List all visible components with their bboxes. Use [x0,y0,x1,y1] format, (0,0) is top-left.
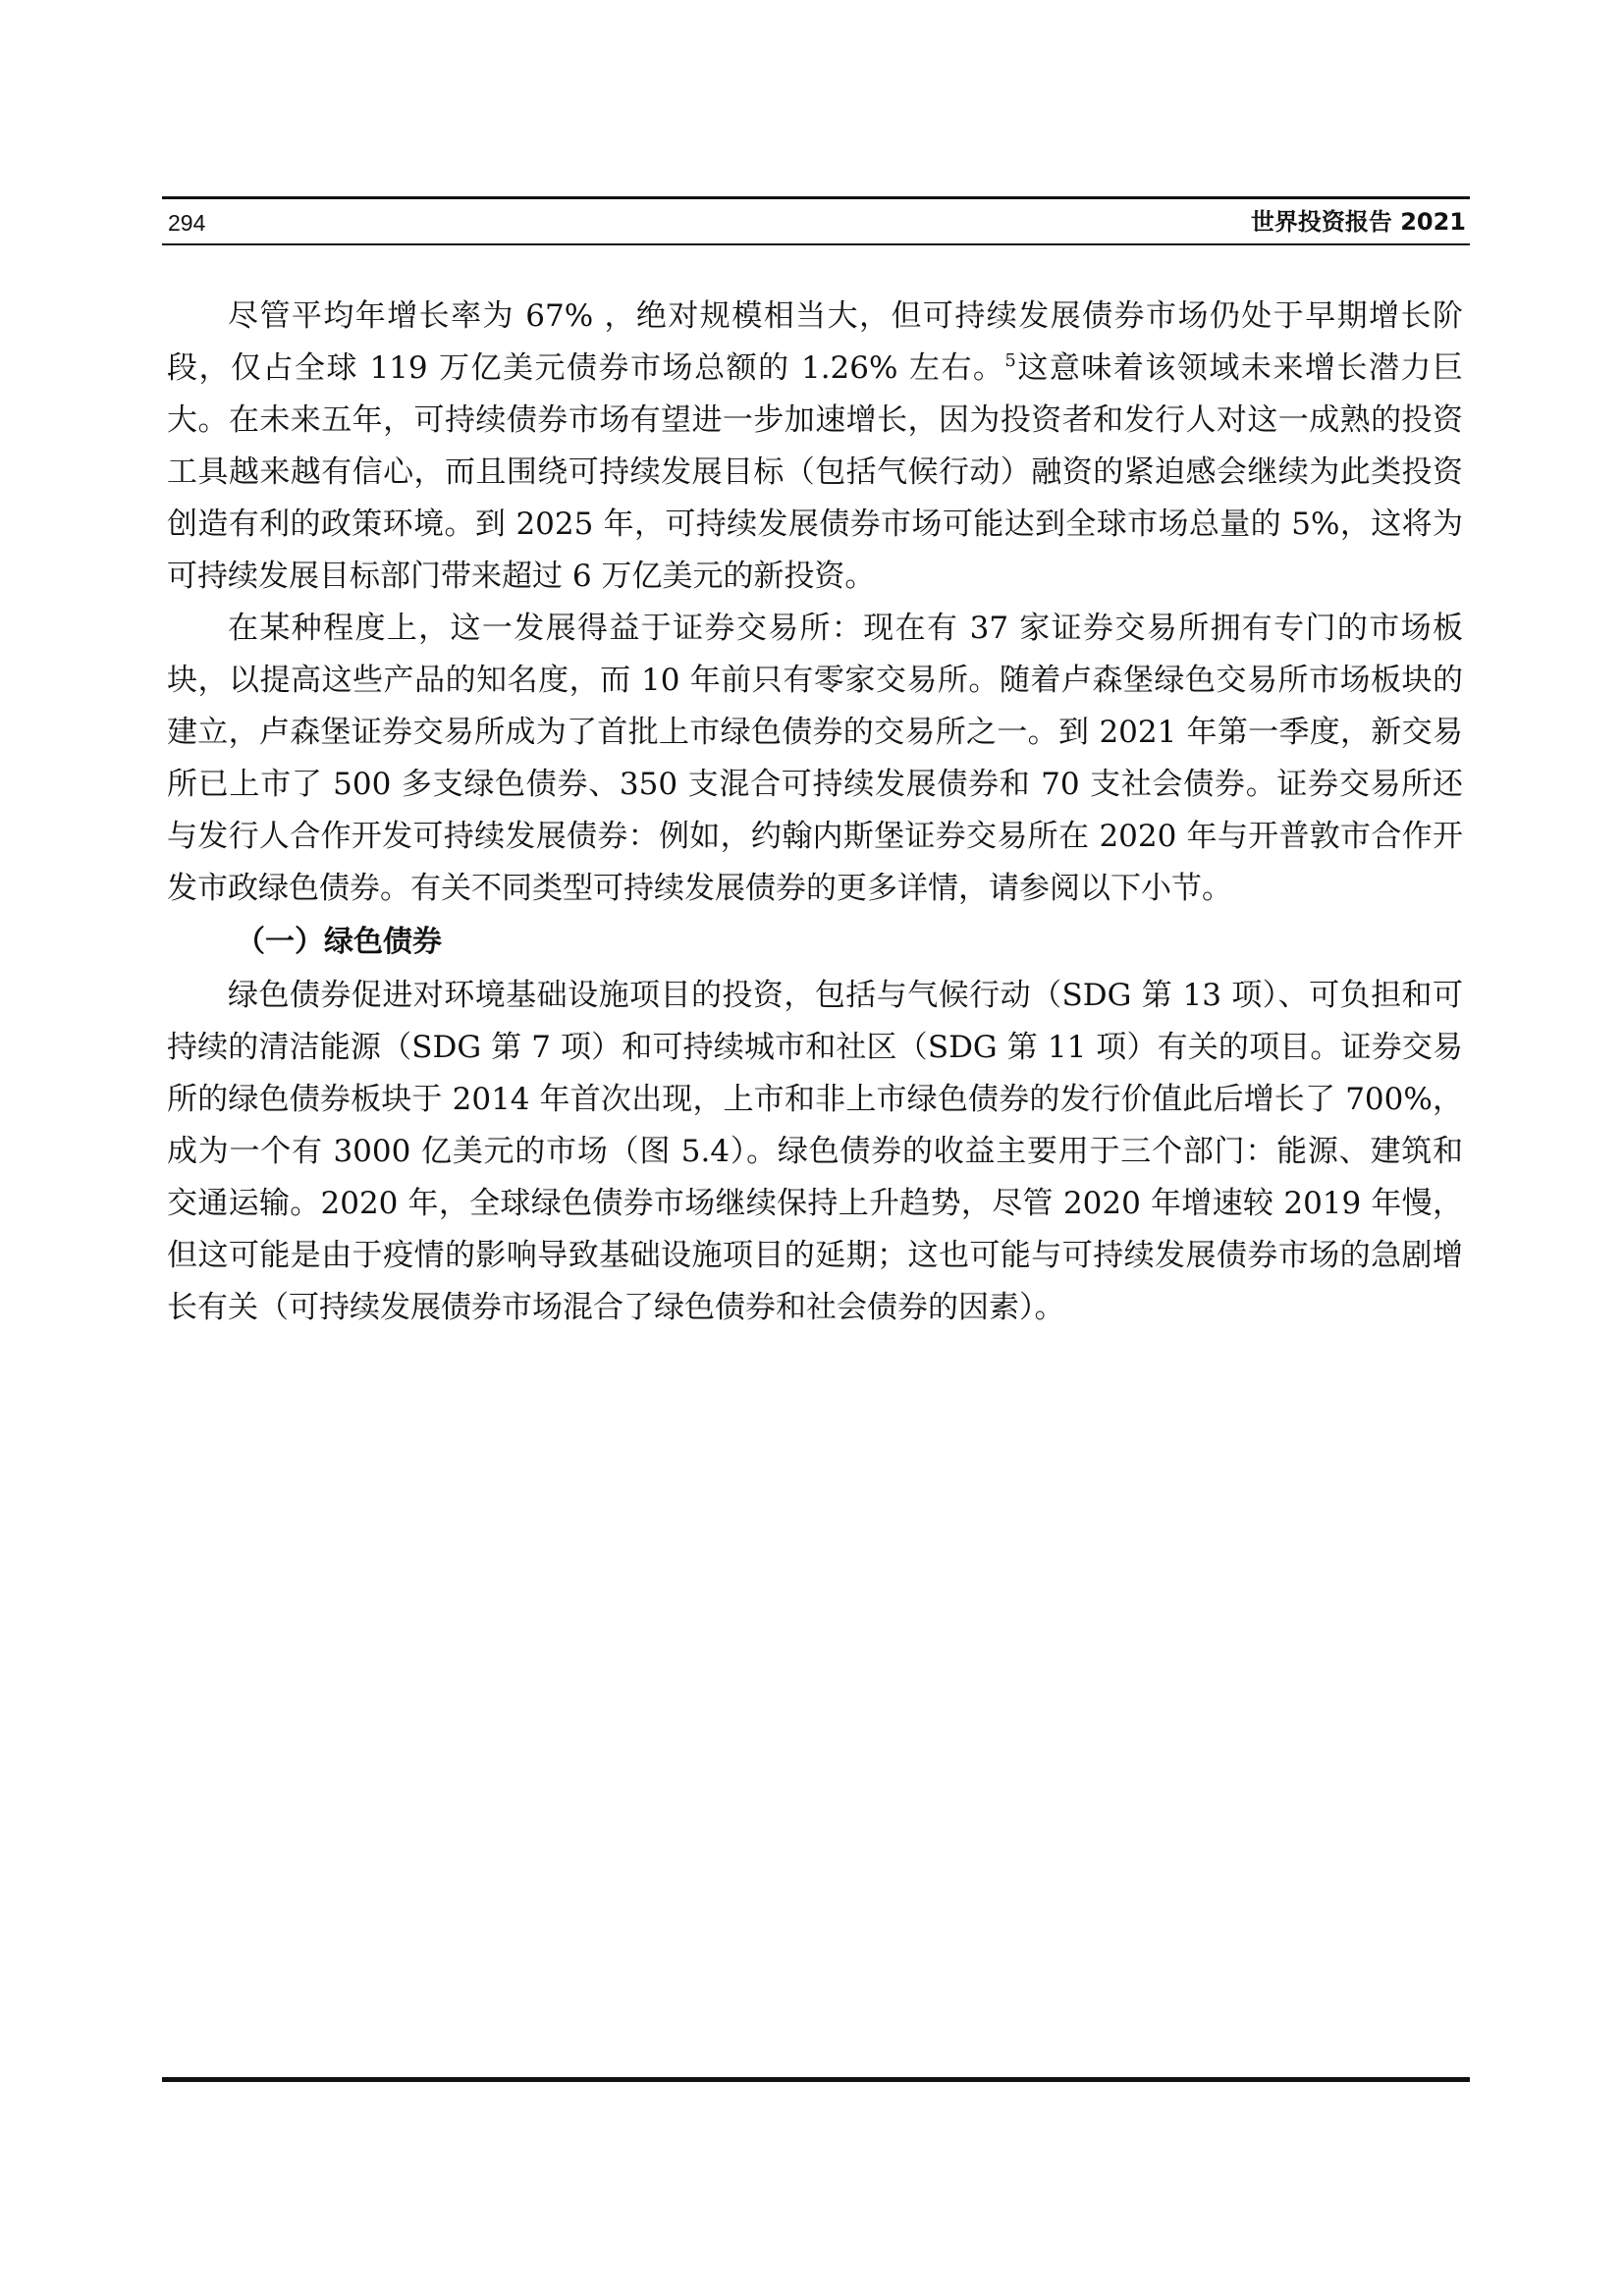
paragraph-text: 尽管平均年增长率为 67% ，绝对规模相当大，但可持续发展债券市场仍处于早期增长阶段，仅占全球 119 万亿美元债券市场总额的 1.26% 左右。 [167,298,1463,386]
footer-rule [162,2077,1470,2082]
page-number: 294 [168,210,206,236]
body-text [167,291,1463,1334]
section-heading-green-bonds: （一）绿色债券 [236,925,442,959]
paragraph-green-bonds: 绿色债券促进对环境基础设施项目的投资，包括与气候行动（SDG 第 13 项）、可负担和可持续的清洁能源（SDG 第 7 项）和可持续城市和社区（SDG 第 11 项）有关的项目。证券交易所的绿色债券板块于 2014 年首次出现，上市和非上市绿色债券的发行价值此后增长了 700%，成为一个有 3000 亿美元的市场（图 5.4）。绿色债券的收益主要用于三个部门：能源、建筑和交通运输。2020 年，全球绿色债券市场继续保持上升趋势，尽管 2020 年增速较 2019 年慢，但这可能是由于疫情的影响导致基础设施项目的延期；这也可能与可持续发展债券市场的急剧增长有关（可持续发展债券市场混合了绿色债券和社会债券的因素）。 [167,978,1464,1325]
paragraph-stock-exchanges: 在某种程度上，这一发展得益于证券交易所：现在有 37 家证券交易所拥有专门的市场板块，以提高这些产品的知名度，而 10 年前只有零家交易所。随着卢森堡绿色交易所市场板块的建立，卢森堡证券交易所成为了首批上市绿色债券的交易所之一。到 2021 年第一季度，新交易所已上市了 500 多支绿色债券、350 支混合可持续发展债券和 70 支社会债券。证券交易所还与发行人合作开发可持续发展债券：例如，约翰内斯堡证券交易所在 2020 年与开普敦市合作开发市政绿色债券。有关不同类型可持续发展债券的更多详情，请参阅以下小节。 [167,611,1463,906]
running-title: 世界投资报告 2021 [1250,208,1466,236]
paragraph-text: 这意味着该领域未来增长潜力巨大。在未来五年，可持续债券市场有望进一步加速增长，因为投资者和发行人对这一成熟的投资工具越来越有信心，而且围绕可持续发展目标（包括气候行动）融资的紧迫感会继续为此类投资创造有利的政策环境。到 2025 年，可持续发展债券市场可能达到全球市场总量的 5%，这将为可持续发展目标部门带来超过 6 万亿美元的新投资。 [167,350,1463,594]
paragraph-sustainable-bond-growth [167,291,1463,603]
page-header [162,196,1470,245]
footnote-reference: 5 [1004,350,1016,371]
